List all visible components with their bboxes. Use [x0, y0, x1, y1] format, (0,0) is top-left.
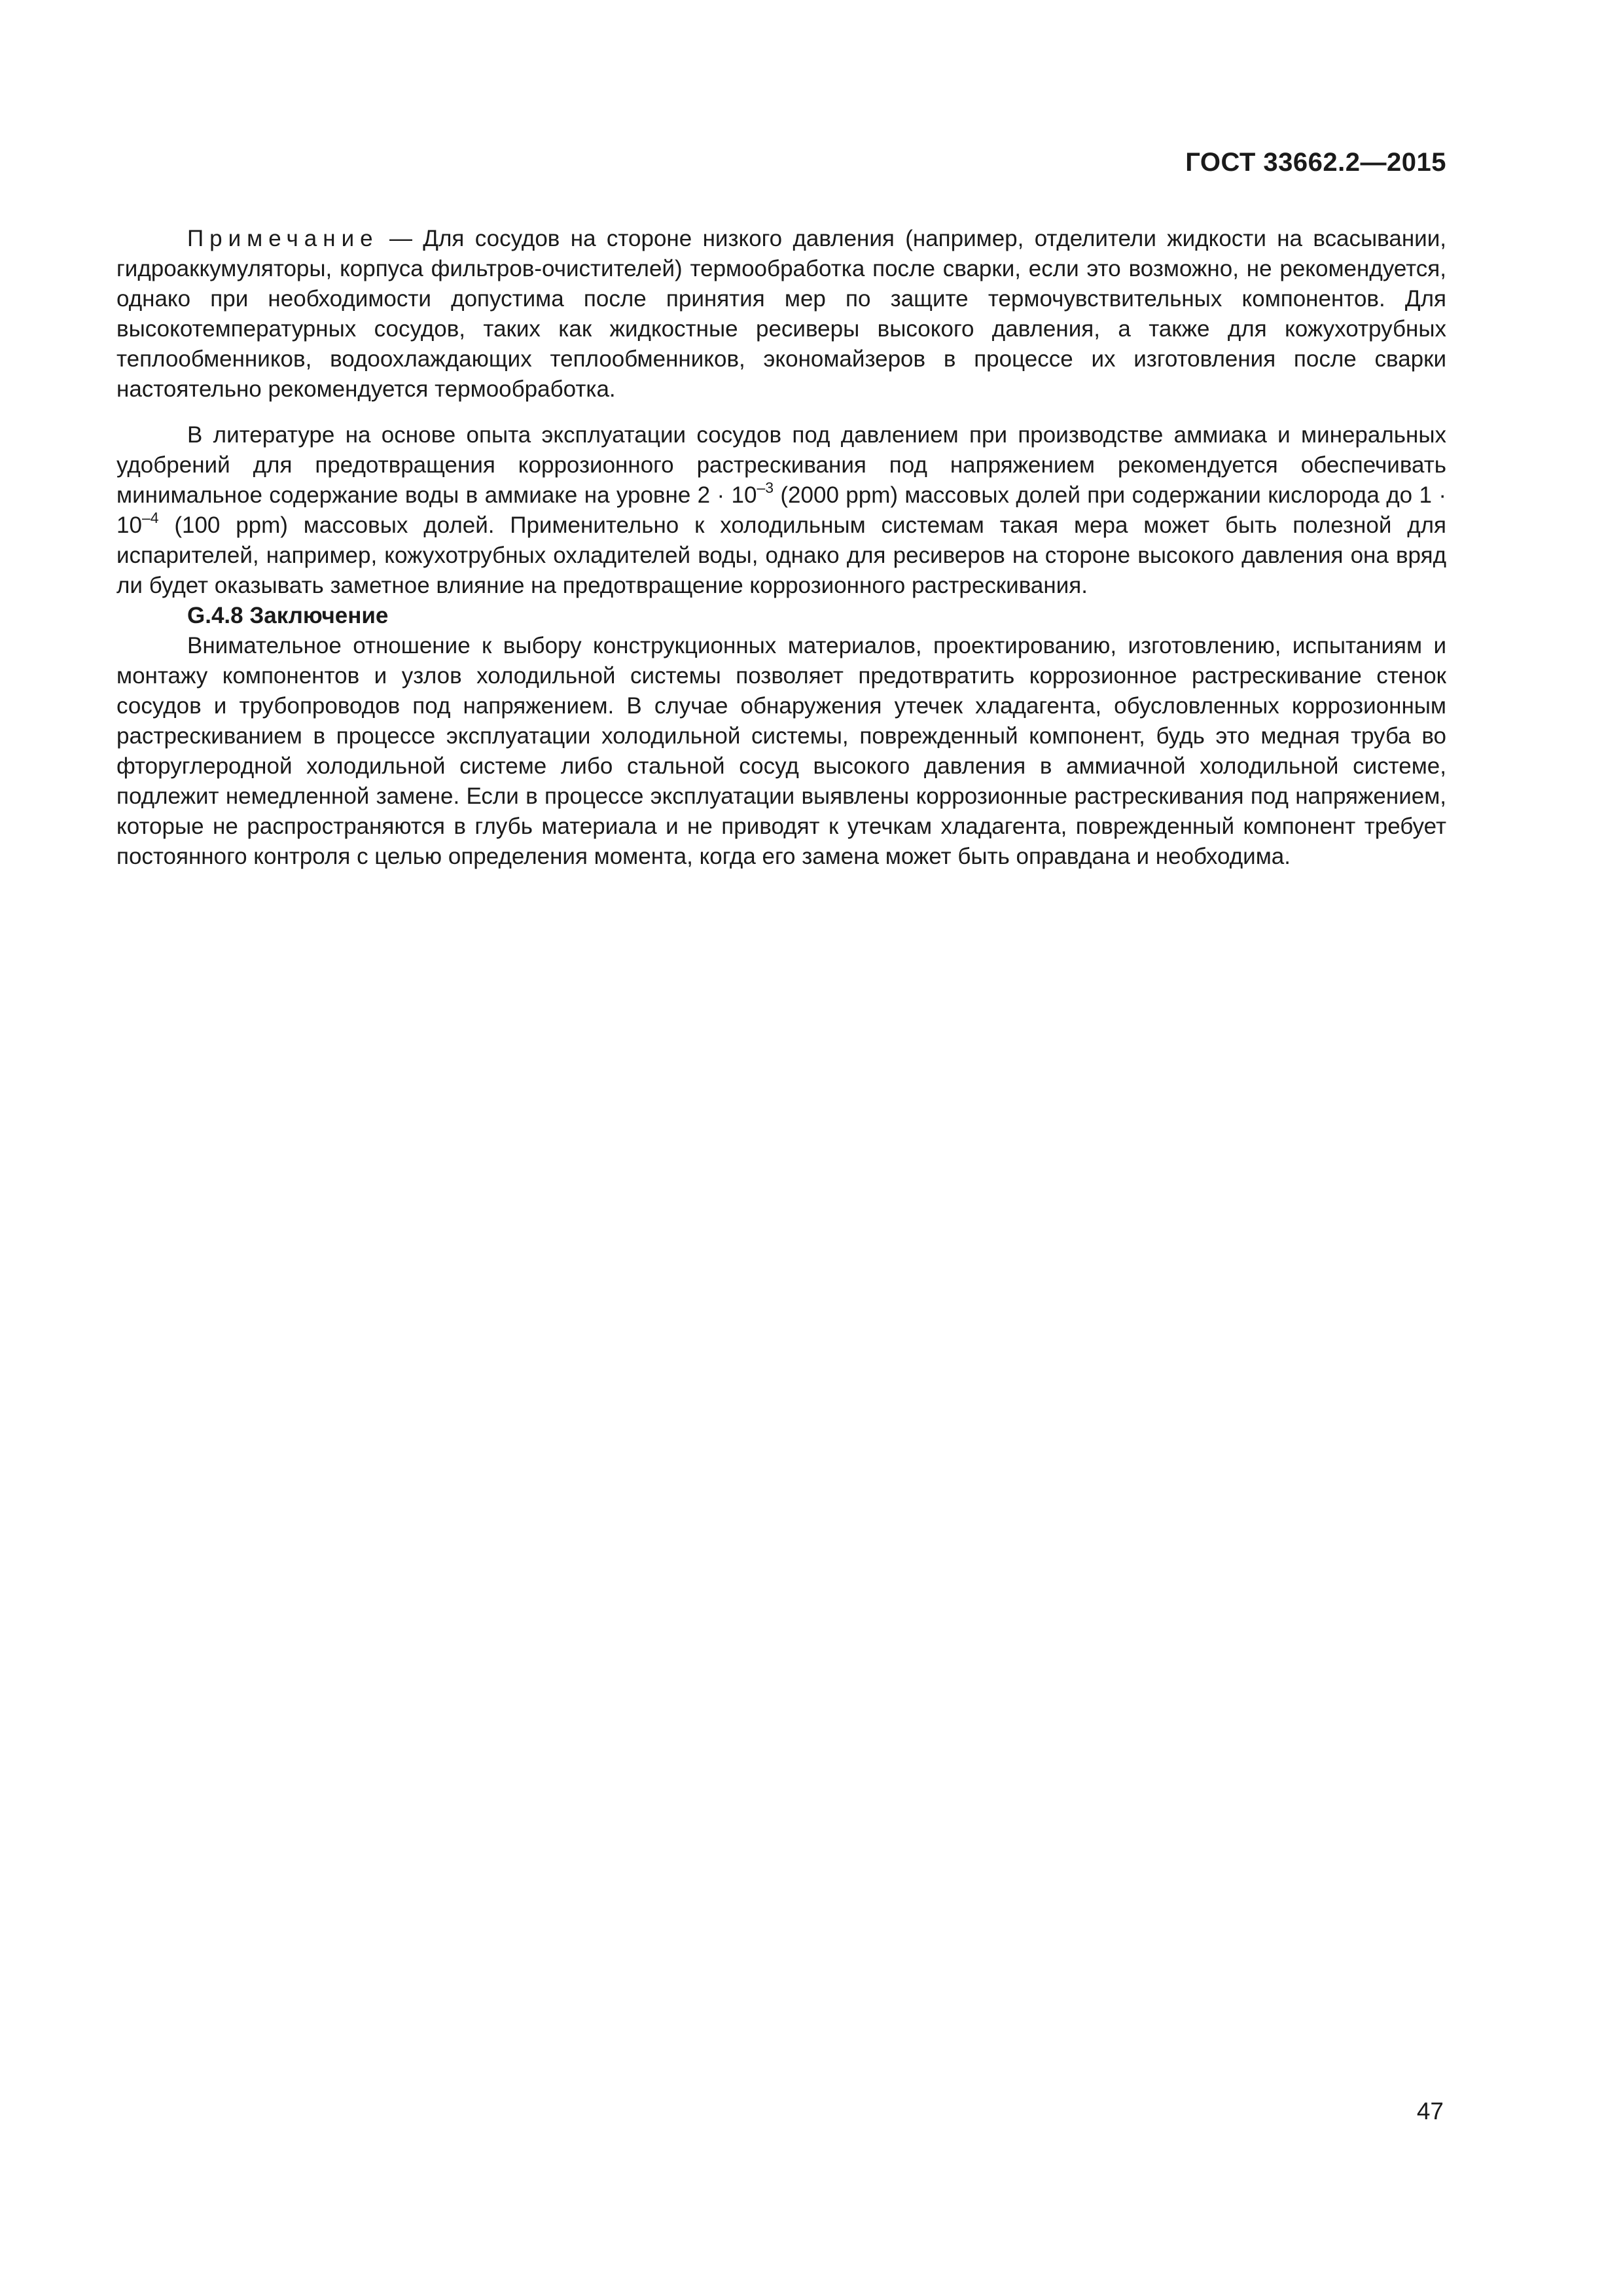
section-title: G.4.8 Заключение	[187, 603, 389, 628]
conclusion-paragraph: Внимательное отношение к выбору конструкционных материалов, проектированию, изготовлению, испытаниям и монтажу компонентов и узлов холодильной системы позволяет предотвратить коррозионное растрескивание стенок сосудов и трубопроводов под напряжением. В случае обнаружения утечек хладагента, обусловленных коррозионным растрескиванием в процессе эксплуатации холодильной системы, поврежденный компонент, будь это медная труба во фторуглеродной холодильной системе либо стальной сосуд высокого давления в аммиачной холодильной системе, подлежит немедленной замене. Если в процессе эксплуатации выявлены коррозионные растрескивания под напряжением, которые не распространяются в глубь материала и не приводят к утечкам хладагента, поврежденный компонент требует постоянного контроля с целью определения момента, когда его замена может быть оправдана и необходима.	[116, 633, 1446, 869]
page-number: 47	[1416, 2098, 1444, 2125]
note-label: Примечание	[187, 226, 379, 251]
literature-text-part3: (100 ppm) массовых долей. Применительно к холодильным системам такая мера может быть полезной для испарителей, например, кожухотрубных охладителей воды, однако для ресиверов на стороне высокого давления она вряд ли будет оказывать заметное влияние на предотвращение коррозионного растрескивания.	[116, 512, 1446, 598]
note-dash: —	[378, 226, 423, 251]
literature-text-part2: (2000 ppm) массовых долей при содержании кислорода до 1 · 10	[116, 482, 1446, 538]
note-text: Для сосудов на стороне низкого давления (например, отделители жидкости на всасывании, гидроаккумуляторы, корпуса фильтров-очистителей) термообработка после сварки, если это возможно, не рекомендуется, однако при необходимости допустима после принятия мер по защите термочувствительных компонентов. Для высокотемпературных сосудов, таких как жидкостные ресиверы высокого давления, а также для кожухотрубных теплообменников, водоохлаждающих теплообменников, экономайзеров в процессе их изготовления после сварки настоятельно рекомендуется термообработка.	[116, 226, 1446, 402]
exponent-minus-4: –4	[141, 509, 159, 527]
document-body	[116, 224, 1446, 872]
literature-text-part1: В литературе на основе опыта эксплуатации сосудов под давлением при производстве аммиака и минеральных удобрений для предотвращения коррозионного растрескивания под напряжением рекомендуется обеспечивать минимальное содержание воды в аммиаке на уровне 2 · 10	[116, 422, 1446, 508]
literature-paragraph	[116, 420, 1446, 601]
exponent-minus-3: –3	[757, 479, 774, 497]
note-paragraph	[116, 224, 1446, 404]
document-code-header: ГОСТ 33662.2—2015	[1185, 148, 1446, 177]
